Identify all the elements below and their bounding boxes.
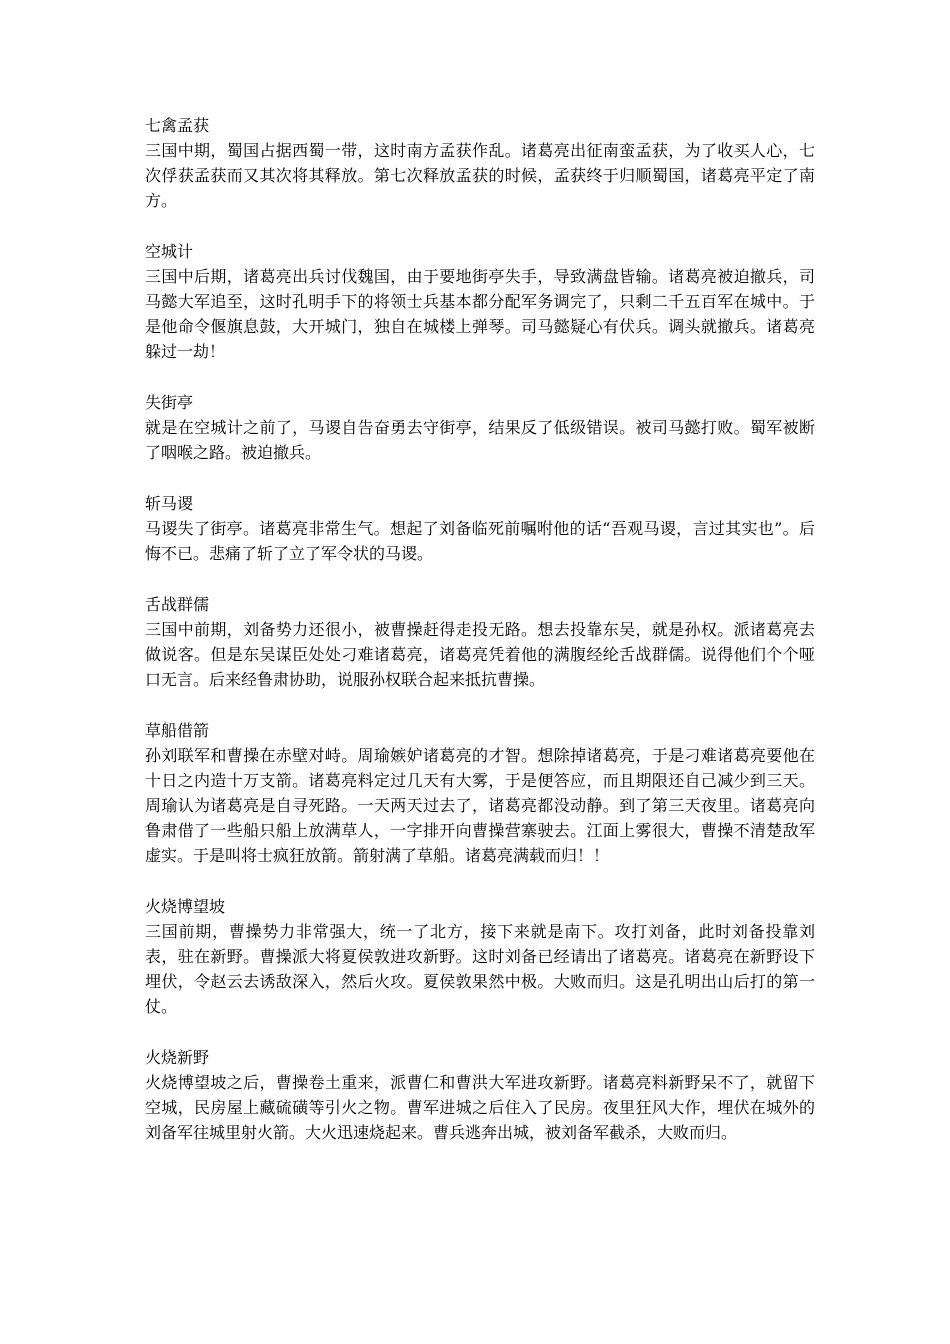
- section-qiqin-menghuo: [145, 113, 815, 213]
- section-title: 七禽孟获: [145, 116, 210, 135]
- section-zhan-masu: [145, 491, 815, 566]
- section-body: 马谡失了街亭。诸葛亮非常生气。想起了刘备临死前嘱咐他的话“吾观马谡，言过其实也”。后悔不已。悲痛了斩了立了军令状的马谡。: [145, 519, 815, 563]
- document-page: [145, 113, 815, 1171]
- section-title: 失街亭: [145, 393, 194, 412]
- section-title: 草船借箭: [145, 721, 210, 740]
- section-huoshao-bowangpo: [145, 894, 815, 1019]
- section-body: 就是在空城计之前了，马谡自告奋勇去守街亭，结果反了低级错误。被司马懿打败。蜀军被断了咽喉之路。被迫撤兵。: [145, 418, 815, 462]
- section-title: 舌战群儒: [145, 595, 210, 614]
- section-body: 火烧博望坡之后，曹操卷土重来，派曹仁和曹洪大军进攻新野。诸葛亮料新野呆不了，就留下空城，民房屋上藏硫磺等引火之物。曹军进城之后住入了民房。夜里狂风大作，埋伏在城外的刘备军往城里射火箭。大火迅速烧起来。曹兵逃奔出城，被刘备军截杀，大败而归。: [145, 1073, 815, 1142]
- section-body: 孙刘联军和曹操在赤壁对峙。周瑜嫉妒诸葛亮的才智。想除掉诸葛亮，于是刁难诸葛亮要他在十日之内造十万支箭。诸葛亮料定过几天有大雾，于是便答应，而且期限还自己减少到三天。周瑜认为诸葛亮是自寻死路。一天两天过去了，诸葛亮都没动静。到了第三天夜里。诸葛亮向鲁肃借了一些船只船上放满草人，一字排开向曹操营寨驶去。江面上雾很大，曹操不清楚敌军虚实。于是叫将士疯狂放箭。箭射满了草船。诸葛亮满载而归！！: [145, 746, 815, 865]
- section-body: 三国中前期，刘备势力还很小，被曹操赶得走投无路。想去投靠东吴，就是孙权。派诸葛亮去做说客。但是东吴谋臣处处刁难诸葛亮，诸葛亮凭着他的满腹经纶舌战群儒。说得他们个个哑口无言。后来经鲁肃协助，说服孙权联合起来抵抗曹操。: [145, 620, 815, 689]
- section-caochuan-jiejian: [145, 718, 815, 868]
- section-body: 三国中期，蜀国占据西蜀一带，这时南方孟获作乱。诸葛亮出征南蛮孟获，为了收买人心，七次俘获孟获而又其次将其释放。第七次释放孟获的时候，孟获终于归顺蜀国，诸葛亮平定了南方。: [145, 141, 815, 210]
- section-title: 斩马谡: [145, 494, 194, 513]
- section-shi-jieting: [145, 390, 815, 465]
- section-shezhan-qunru: [145, 592, 815, 692]
- section-title: 火烧新野: [145, 1048, 210, 1067]
- section-huoshao-xinye: [145, 1045, 815, 1145]
- section-kongchengji: [145, 239, 815, 364]
- section-title: 空城计: [145, 242, 194, 261]
- section-body: 三国中后期，诸葛亮出兵讨伐魏国，由于要地街亭失手，导致满盘皆输。诸葛亮被迫撤兵，司马懿大军追至，这时孔明手下的将领士兵基本都分配军务调完了，只剩二千五百军在城中。于是他命令偃旗息鼓，大开城门，独自在城楼上弹琴。司马懿疑心有伏兵。调头就撤兵。诸葛亮躲过一劫！: [145, 267, 815, 361]
- section-title: 火烧博望坡: [145, 897, 226, 916]
- section-body: 三国前期，曹操势力非常强大，统一了北方，接下来就是南下。攻打刘备，此时刘备投靠刘表，驻在新野。曹操派大将夏侯敦进攻新野。这时刘备已经请出了诸葛亮。诸葛亮在新野设下埋伏，令赵云去诱敌深入，然后火攻。夏侯敦果然中极。大败而归。这是孔明出山后打的第一仗。: [145, 922, 815, 1016]
